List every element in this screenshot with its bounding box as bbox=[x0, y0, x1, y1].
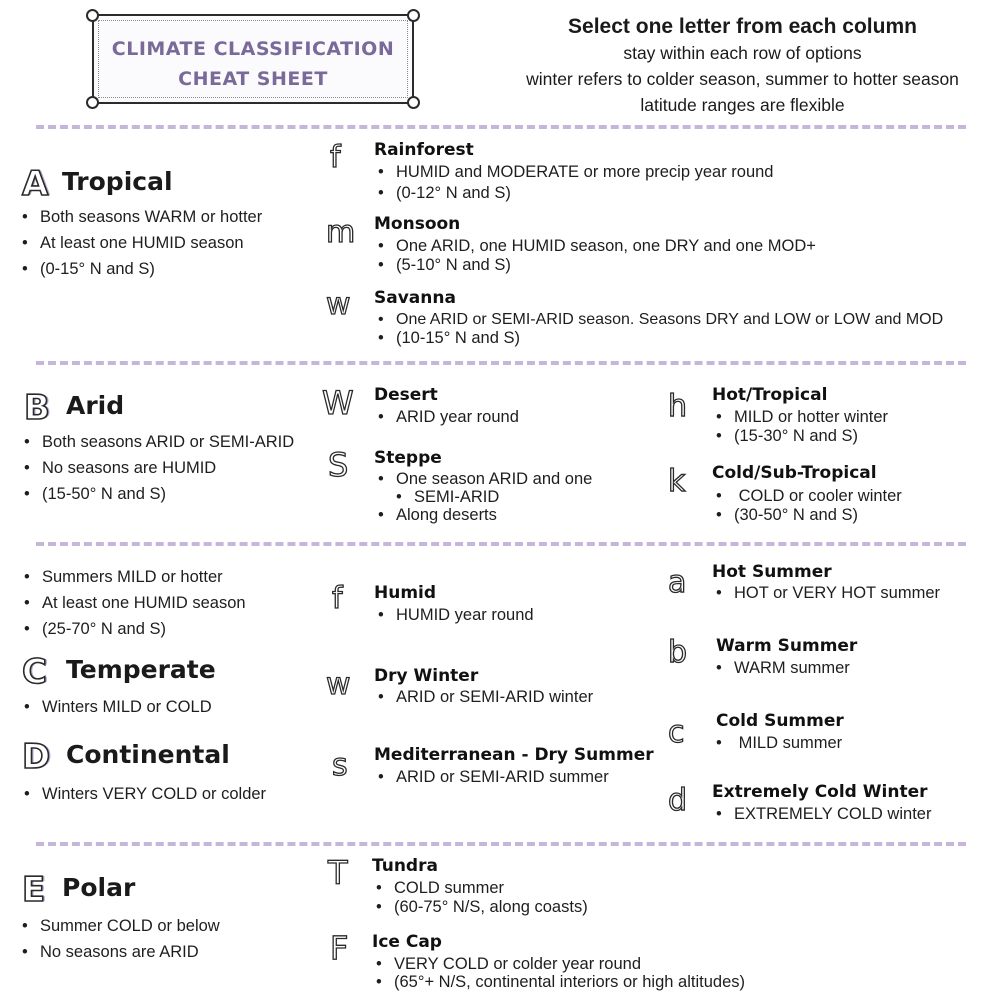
title-line-1: CLIMATE CLASSIFICATION bbox=[111, 38, 395, 60]
list-item: • At least one HUMID season bbox=[24, 594, 246, 613]
precip-letter: f bbox=[332, 581, 343, 616]
summer-name: Extremely Cold Winter bbox=[712, 782, 928, 802]
summer-name: Cold Summer bbox=[716, 711, 844, 731]
instructions-heading: Select one letter from each column bbox=[568, 15, 917, 38]
subtype-letter: W bbox=[322, 384, 354, 422]
group-letter-a: A bbox=[22, 164, 49, 204]
list-item: • Winters MILD or COLD bbox=[24, 698, 212, 717]
list-item: • At least one HUMID season bbox=[22, 234, 244, 253]
list-item: • HUMID year round bbox=[378, 606, 534, 625]
divider bbox=[36, 842, 966, 846]
instructions-line: stay within each row of options bbox=[623, 43, 862, 63]
list-item: • ARID or SEMI-ARID summer bbox=[378, 768, 609, 787]
list-item: • Along deserts bbox=[378, 506, 497, 525]
list-item-continued: • SEMI-ARID bbox=[396, 488, 499, 507]
list-item: • (10-15° N and S) bbox=[378, 329, 520, 348]
list-item: • (25-70° N and S) bbox=[24, 620, 166, 639]
list-item: • One ARID or SEMI-ARID season. Seasons DRY and LOW or LOW and MOD bbox=[378, 311, 943, 329]
temp-name: Hot/Tropical bbox=[712, 385, 828, 405]
subtype-name: Ice Cap bbox=[372, 932, 442, 952]
precip-letter: s bbox=[332, 748, 348, 783]
title-card bbox=[92, 14, 414, 104]
instructions-line: latitude ranges are flexible bbox=[640, 95, 845, 115]
precip-name: Dry Winter bbox=[374, 666, 479, 686]
list-item: • (30-50° N and S) bbox=[716, 506, 858, 525]
temp-letter: h bbox=[668, 389, 688, 424]
list-item: • Winters VERY COLD or colder bbox=[24, 785, 266, 804]
pin-icon bbox=[86, 9, 99, 22]
group-letter-c: C bbox=[22, 652, 47, 692]
list-item: • COLD or cooler winter bbox=[716, 487, 902, 506]
subtype-name: Savanna bbox=[374, 288, 456, 308]
list-item: • No seasons are HUMID bbox=[24, 459, 216, 478]
list-item: • One season ARID and one bbox=[378, 470, 592, 489]
group-letter-b: B bbox=[24, 388, 50, 428]
list-item: • MILD or hotter winter bbox=[716, 408, 888, 427]
instructions-line: winter refers to colder season, summer to hotter season bbox=[526, 69, 959, 89]
list-item: • Summers MILD or hotter bbox=[24, 568, 223, 587]
subtype-letter: m bbox=[326, 215, 356, 250]
list-item: • (5-10° N and S) bbox=[378, 256, 511, 275]
pin-icon bbox=[407, 96, 420, 109]
temp-letter: k bbox=[668, 464, 686, 499]
subtype-name: Desert bbox=[374, 385, 438, 405]
list-item: • ARID year round bbox=[378, 408, 519, 427]
list-item: • HOT or VERY HOT summer bbox=[716, 584, 940, 603]
divider bbox=[36, 361, 966, 365]
summer-letter: a bbox=[668, 565, 687, 600]
subtype-name: Monsoon bbox=[374, 214, 461, 234]
summer-letter: b bbox=[668, 635, 688, 670]
subtype-letter: F bbox=[330, 929, 349, 967]
precip-name: Humid bbox=[374, 583, 437, 603]
list-item: • No seasons are ARID bbox=[22, 943, 199, 962]
group-name-tropical: Tropical bbox=[62, 167, 173, 196]
group-name-arid: Arid bbox=[66, 391, 125, 420]
subtype-letter: S bbox=[328, 446, 349, 484]
subtype-letter: f bbox=[330, 140, 341, 175]
list-item: • One ARID, one HUMID season, one DRY and one MOD+ bbox=[378, 237, 816, 256]
summer-name: Hot Summer bbox=[712, 562, 832, 582]
title-line-2: CHEAT SHEET bbox=[178, 68, 328, 90]
divider bbox=[36, 542, 966, 546]
list-item: • MILD summer bbox=[716, 734, 842, 753]
subtype-letter: T bbox=[328, 854, 348, 892]
list-item: • (65°+ N/S, continental interiors or high altitudes) bbox=[376, 973, 745, 992]
group-name-continental: Continental bbox=[66, 740, 230, 769]
subtype-name: Rainforest bbox=[374, 140, 474, 160]
group-letter-d: D bbox=[22, 737, 51, 777]
list-item: • COLD summer bbox=[376, 879, 504, 898]
list-item: • (0-12° N and S) bbox=[378, 184, 511, 203]
list-item: • (60-75° N/S, along coasts) bbox=[376, 898, 588, 917]
list-item: • Both seasons ARID or SEMI-ARID bbox=[24, 433, 294, 452]
precip-letter: w bbox=[326, 667, 351, 702]
summer-letter: d bbox=[668, 783, 688, 818]
pin-icon bbox=[86, 96, 99, 109]
group-name-temperate: Temperate bbox=[66, 655, 216, 684]
list-item: • HUMID and MODERATE or more precip year round bbox=[378, 163, 773, 182]
list-item: • ARID or SEMI-ARID winter bbox=[378, 688, 593, 707]
list-item: • (15-30° N and S) bbox=[716, 427, 858, 446]
list-item: • (15-50° N and S) bbox=[24, 485, 166, 504]
divider bbox=[36, 125, 966, 129]
list-item: • VERY COLD or colder year round bbox=[376, 955, 641, 974]
list-item: • WARM summer bbox=[716, 659, 850, 678]
list-item: • Summer COLD or below bbox=[22, 917, 220, 936]
list-item: • (0-15° N and S) bbox=[22, 260, 155, 279]
summer-name: Warm Summer bbox=[716, 636, 858, 656]
subtype-name: Tundra bbox=[372, 856, 438, 876]
temp-name: Cold/Sub-Tropical bbox=[712, 463, 877, 483]
group-name-polar: Polar bbox=[62, 873, 136, 902]
subtype-name: Steppe bbox=[374, 448, 442, 468]
summer-letter: c bbox=[668, 715, 685, 750]
list-item: • EXTREMELY COLD winter bbox=[716, 805, 931, 824]
subtype-letter: w bbox=[326, 287, 351, 322]
precip-name: Mediterranean - Dry Summer bbox=[374, 745, 654, 765]
list-item: • Both seasons WARM or hotter bbox=[22, 208, 262, 227]
group-letter-e: E bbox=[22, 870, 46, 910]
pin-icon bbox=[407, 9, 420, 22]
